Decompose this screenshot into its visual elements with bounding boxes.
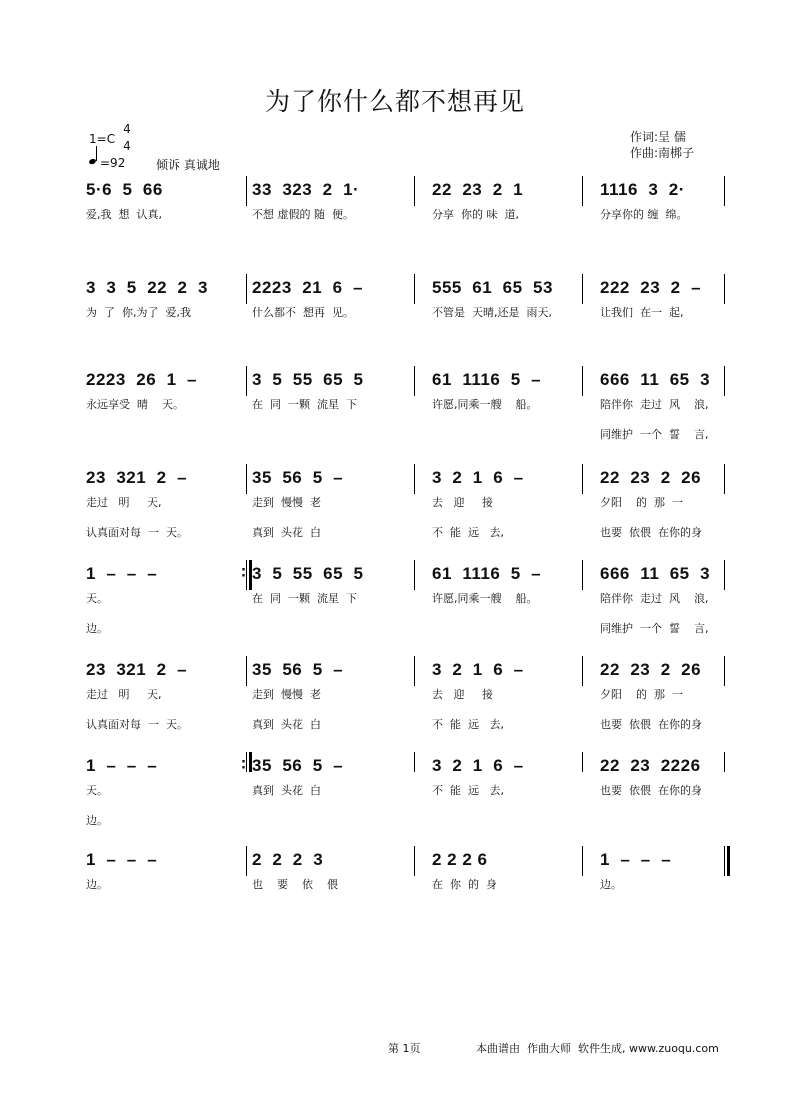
lyric-line: 同维护 一个 誓 言, [600,428,709,441]
quarter-note-head-icon [88,158,96,165]
measure-notes: 33 323 2 1· [252,180,360,199]
measure-notes: 2 2 2 6 [432,850,488,869]
lyric-line: 也要 依偎 在你的身 [600,784,702,797]
lyric-line: 陪伴你 走过 风 浪, [600,398,709,411]
bar-line [414,846,415,876]
measure-notes: 1 – – – [86,756,158,775]
measure-notes: 666 11 65 3 [600,564,711,583]
bar-line [414,176,415,206]
time-signature-top: 4 [123,122,131,136]
bar-line [582,752,583,772]
lyric-line: 不 能 远 去, [432,784,504,797]
lyric-line: 真到 头花 白 [252,784,321,797]
bar-line [414,464,415,494]
lyric-line: 去 迎 接 [432,688,493,701]
measure-notes: 3 5 55 65 5 [252,370,364,389]
bar-line [246,366,247,396]
bar-line [724,176,725,206]
lyric-line: 夕阳 的 那 一 [600,496,683,509]
bar-line [246,752,247,772]
quarter-note-icon [96,146,97,161]
lyric-line: 边。 [86,878,108,891]
lyric-line: 许愿,同乘一艘 船。 [432,592,538,605]
measure-notes: 23 321 2 – [86,468,188,487]
tempo-marking: =92 [100,156,126,170]
bar-line [582,846,583,876]
lyric-line: 分享 你的 味 道, [432,208,519,221]
lyric-line: 也 要 依 偎 [252,878,338,891]
lyric-line: 边。 [86,814,108,827]
measure-notes: 2223 26 1 – [86,370,197,389]
measure-notes: 22 23 2 1 [432,180,524,199]
bar-line [414,366,415,396]
lyric-line: 天。 [86,784,108,797]
lyric-line: 不 能 远 去, [432,526,504,539]
measure-notes: 61 1116 5 – [432,370,542,389]
lyric-line: 陪伴你 走过 风 浪, [600,592,709,605]
measure-notes: 35 56 5 – [252,468,344,487]
repeat-bar-line [249,560,252,590]
bar-line [582,274,583,304]
lyric-line: 也要 依偎 在你的身 [600,718,702,731]
measure-notes: 2223 21 6 – [252,278,363,297]
bar-line [246,846,247,876]
lyric-line: 什么都不 想再 见。 [252,306,354,319]
bar-line [582,656,583,686]
lyric-line: 在 同 一颗 流星 下 [252,398,357,411]
bar-line [414,274,415,304]
lyric-line: 走到 慢慢 老 [252,688,321,701]
lyric-line: 走到 慢慢 老 [252,496,321,509]
bar-line [724,846,725,876]
measure-notes: 2 2 2 3 [252,850,324,869]
measure-notes: 555 61 65 53 [432,278,553,297]
measure-notes: 61 1116 5 – [432,564,542,583]
lyric-line: 不管是 天晴,还是 雨天, [432,306,552,319]
measure-notes: 1 – – – [600,850,672,869]
measure-notes: 23 321 2 – [86,660,188,679]
measure-notes: 1 – – – [86,564,158,583]
lyric-line: 边。 [86,622,108,635]
bar-line [582,464,583,494]
composer-credit: 作曲:南梆子 [630,146,695,160]
measure-notes: 3 5 55 65 5 [252,564,364,583]
bar-line [246,176,247,206]
final-bar-line [727,846,730,876]
lyric-line: 走过 明 天, [86,496,162,509]
lyric-line: 夕阳 的 那 一 [600,688,683,701]
measure-notes: 22 23 2226 [600,756,701,775]
bar-line [582,560,583,590]
measure-notes: 3 2 1 6 – [432,660,524,679]
lyric-line: 许愿,同乘一艘 船。 [432,398,538,411]
bar-line [246,274,247,304]
lyric-line: 去 迎 接 [432,496,493,509]
bar-line [246,464,247,494]
repeat-dots-icon: · · [241,563,246,584]
bar-line [724,464,725,494]
bar-line [414,560,415,590]
time-signature-bottom: 4 [123,139,131,153]
lyric-line: 真到 头花 白 [252,526,321,539]
lyric-line: 认真面对每 一 天。 [86,526,188,539]
bar-line [582,366,583,396]
bar-line [724,656,725,686]
repeat-dots-icon: · · [241,755,246,776]
measure-notes: 666 11 65 3 [600,370,711,389]
measure-notes: 22 23 2 26 [600,660,702,679]
lyric-line: 爱,我 想 认真, [86,208,162,221]
measure-notes: 35 56 5 – [252,756,344,775]
measure-notes: 222 23 2 – [600,278,702,297]
lyric-line: 真到 头花 白 [252,718,321,731]
measure-notes: 3 3 5 22 2 3 [86,278,208,297]
lyric-line: 在 同 一颗 流星 下 [252,592,357,605]
lyricist-credit: 作词:呈 儒 [630,130,686,144]
lyric-line: 永远享受 晴 天。 [86,398,184,411]
bar-line [724,752,725,772]
lyric-line: 不想 虚假的 随 便。 [252,208,354,221]
expression-marking: 倾诉 真诚地 [156,158,220,172]
bar-line [724,366,725,396]
bar-line [414,656,415,686]
lyric-line: 也要 依偎 在你的身 [600,526,702,539]
lyric-line: 为 了 你,为了 爱,我 [86,306,191,319]
lyric-line: 不 能 远 去, [432,718,504,731]
lyric-line: 走过 明 天, [86,688,162,701]
generator-credit: 本曲谱由 作曲大师 软件生成, www.zuoqu.com [476,1042,719,1055]
measure-notes: 35 56 5 – [252,660,344,679]
key-signature: 1=C [89,132,116,146]
page-title: 为了你什么都不想再见 [264,87,525,116]
lyric-line: 在 你 的 身 [432,878,497,891]
lyric-line: 同维护 一个 誓 言, [600,622,709,635]
bar-line [582,176,583,206]
lyric-line: 天。 [86,592,108,605]
measure-notes: 3 2 1 6 – [432,756,524,775]
lyric-line: 边。 [600,878,622,891]
measure-notes: 1116 3 2· [600,180,685,199]
lyric-line: 让我们 在一 起, [600,306,684,319]
measure-notes: 1 – – – [86,850,158,869]
measure-notes: 5·6 5 66 [86,180,163,199]
measure-notes: 22 23 2 26 [600,468,702,487]
lyric-line: 分享你的 缠 绵。 [600,208,688,221]
repeat-bar-line [249,752,252,772]
bar-line [724,560,725,590]
bar-line [724,274,725,304]
bar-line [246,560,247,590]
page-number: 第 1页 [388,1042,421,1055]
lyric-line: 认真面对每 一 天。 [86,718,188,731]
bar-line [246,656,247,686]
measure-notes: 3 2 1 6 – [432,468,524,487]
bar-line [414,752,415,772]
